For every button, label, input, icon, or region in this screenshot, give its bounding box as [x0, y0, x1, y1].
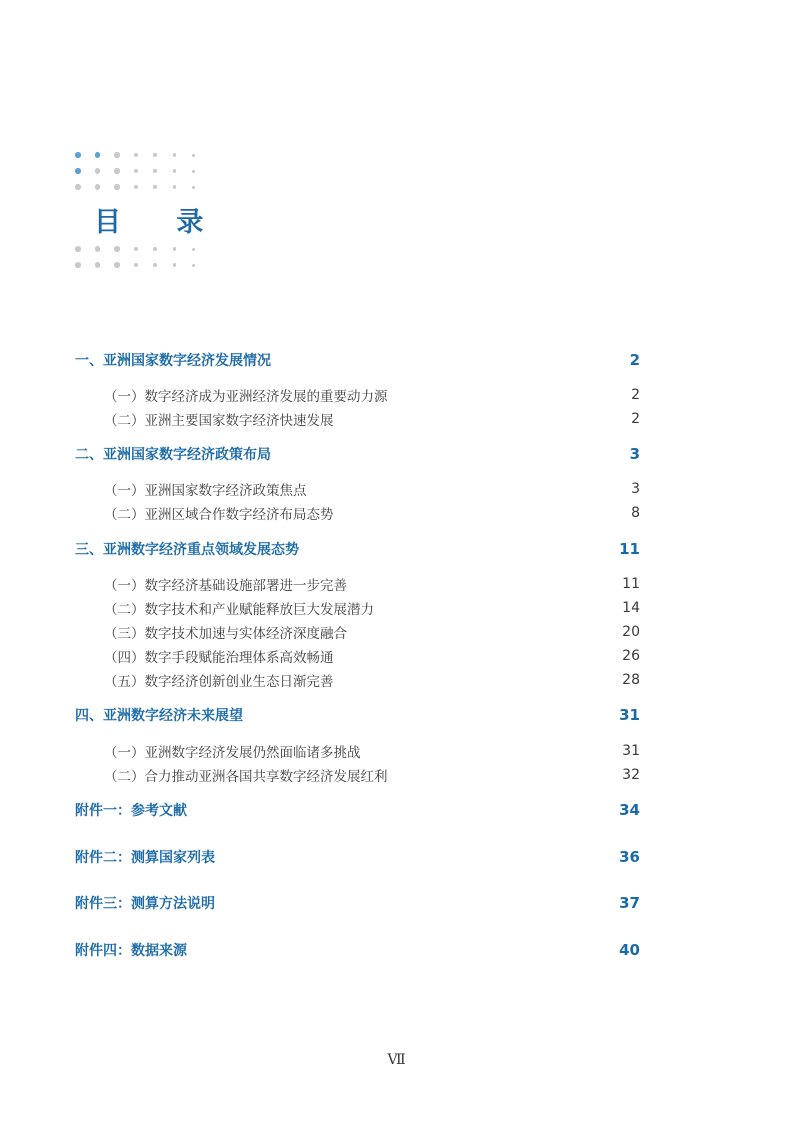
dot [95, 152, 101, 158]
toc-chapter-entry[interactable] [75, 847, 640, 867]
dot-row [75, 179, 212, 195]
dot [95, 168, 101, 174]
page-title: 目 录 [94, 207, 227, 238]
toc-entry-label: 四、亚洲数字经济未来展望 [75, 708, 243, 724]
toc-entry-page: 31 [619, 706, 640, 724]
dot [173, 247, 177, 251]
toc-section-entry[interactable] [75, 646, 640, 666]
toc-entry-page: 2 [631, 411, 640, 427]
toc-entry-label: （二）亚洲主要国家数字经济快速发展 [104, 413, 334, 429]
toc-entry-page: 3 [631, 481, 640, 497]
toc-entry-page: 11 [619, 540, 640, 558]
dot [173, 185, 177, 189]
toc-entry-label: 附件二：测算国家列表 [75, 850, 215, 866]
toc-chapter-entry[interactable] [75, 893, 640, 913]
dot [192, 186, 195, 189]
dot-row [75, 147, 212, 163]
dot [75, 246, 81, 252]
dot [153, 247, 157, 251]
toc-chapter-entry[interactable] [75, 705, 640, 725]
toc-entry-label: （一）亚洲数字经济发展仍然面临诸多挑战 [104, 745, 361, 761]
dot-row [75, 163, 212, 179]
toc-entry-page: 2 [629, 351, 640, 369]
dot [75, 262, 81, 268]
toc-section-entry[interactable] [75, 622, 640, 642]
toc-chapter-entry[interactable] [75, 539, 640, 559]
dot [95, 262, 101, 268]
decorative-dots-bottom [75, 241, 212, 273]
toc-section-entry[interactable] [75, 741, 640, 761]
toc-entry-label: （三）数字技术加速与实体经济深度融合 [104, 626, 347, 642]
toc-entry-page: 20 [622, 624, 640, 640]
toc-entry-label: （五）数字经济创新创业生态日渐完善 [104, 674, 334, 690]
toc-entry-label: 二、亚洲国家数字经济政策布局 [75, 447, 271, 463]
dot [134, 185, 139, 190]
toc-entry-page: 34 [619, 801, 640, 819]
toc-entry-page: 36 [619, 848, 640, 866]
toc-entry-page: 37 [619, 894, 640, 912]
dot [134, 153, 139, 158]
toc-entry-label: 附件一：参考文献 [75, 803, 187, 819]
toc-chapter-entry[interactable] [75, 444, 640, 464]
dot [75, 168, 81, 174]
toc-entry-label: （一）数字经济成为亚洲经济发展的重要动力源 [104, 389, 388, 405]
toc-section-entry[interactable] [75, 409, 640, 429]
dot [134, 247, 139, 252]
dot [114, 184, 120, 190]
dot [114, 168, 120, 174]
dot [114, 152, 120, 158]
toc-entry-label: （二）亚洲区域合作数字经济布局态势 [104, 507, 334, 523]
toc-entry-page: 11 [622, 576, 640, 592]
dot [192, 170, 195, 173]
toc-chapter-entry[interactable] [75, 350, 640, 370]
dot [153, 263, 157, 267]
toc-entry-label: （一）数字经济基础设施部署进一步完善 [104, 578, 347, 594]
toc-entry-page: 26 [622, 648, 640, 664]
dot [173, 263, 177, 267]
toc-chapter-entry[interactable] [75, 800, 640, 820]
dot [173, 153, 177, 157]
toc-section-entry[interactable] [75, 479, 640, 499]
toc-entry-page: 40 [619, 941, 640, 959]
dot [114, 262, 120, 268]
toc-entry-page: 2 [631, 387, 640, 403]
toc-entry-label: （二）合力推动亚洲各国共享数字经济发展红利 [104, 769, 388, 785]
toc-entry-label: 三、亚洲数字经济重点领域发展态势 [75, 542, 299, 558]
toc-section-entry[interactable] [75, 765, 640, 785]
toc-section-entry[interactable] [75, 598, 640, 618]
toc-entry-label: 一、亚洲国家数字经济发展情况 [75, 353, 271, 369]
dot [173, 169, 177, 173]
toc-section-entry[interactable] [75, 503, 640, 523]
toc-entry-page: 28 [622, 672, 640, 688]
toc-entry-page: 8 [631, 505, 640, 521]
toc-entry-page: 3 [629, 445, 640, 463]
dot [75, 152, 81, 158]
dot [153, 185, 157, 189]
dot-row [75, 257, 212, 273]
decorative-dots-top [75, 147, 212, 195]
dot [192, 154, 195, 157]
toc-chapter-entry[interactable] [75, 940, 640, 960]
toc-entry-label: （四）数字手段赋能治理体系高效畅通 [104, 650, 334, 666]
dot [192, 264, 195, 267]
toc-entry-label: 附件四：数据来源 [75, 943, 187, 959]
toc-entry-label: （二）数字技术和产业赋能释放巨大发展潜力 [104, 602, 374, 618]
dot [153, 169, 157, 173]
dot [114, 246, 120, 252]
toc-section-entry[interactable] [75, 670, 640, 690]
toc-entry-page: 14 [622, 600, 640, 616]
dot-row [75, 241, 212, 257]
toc-entry-page: 31 [622, 743, 640, 759]
dot [134, 169, 139, 174]
toc-section-entry[interactable] [75, 385, 640, 405]
toc-entry-label: （一）亚洲国家数字经济政策焦点 [104, 483, 307, 499]
toc-section-entry[interactable] [75, 574, 640, 594]
dot [134, 263, 139, 268]
page-number: Ⅶ [387, 1052, 406, 1068]
toc-entry-label: 附件三：测算方法说明 [75, 896, 215, 912]
dot [95, 246, 101, 252]
dot [192, 248, 195, 251]
dot [95, 184, 101, 190]
dot [153, 153, 157, 157]
dot [75, 184, 81, 190]
toc-entry-page: 32 [622, 767, 640, 783]
